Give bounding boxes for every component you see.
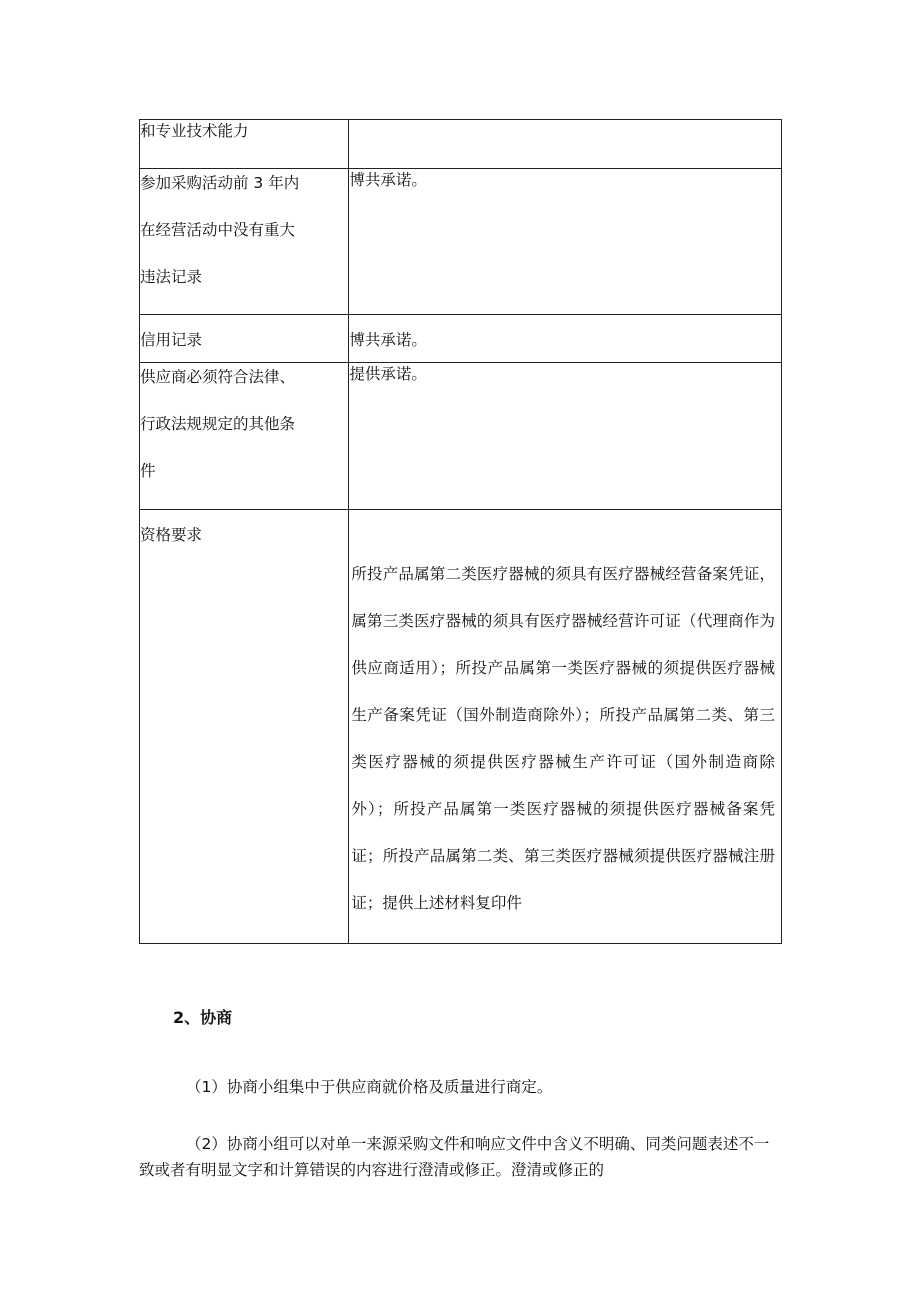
table-row bbox=[140, 315, 782, 363]
row-value-cell: 提供承诺。 bbox=[349, 363, 782, 510]
table-row bbox=[140, 510, 782, 944]
row-label-cell bbox=[140, 120, 349, 169]
row-label-cell bbox=[140, 169, 349, 315]
row-label-line: 参加采购活动前 3 年内 bbox=[140, 174, 300, 192]
table-row bbox=[140, 363, 782, 510]
row-label-line: 供应商必须符合法律、 bbox=[140, 368, 296, 386]
paragraph-2: （2）协商小组可以对单一来源采购文件和响应文件中含义不明确、同类问题表述不一致或者有明显文字和计算错误的内容进行澄清或修正。澄清或修正的 bbox=[139, 1135, 770, 1179]
row-label-line: 件 bbox=[140, 462, 156, 480]
row-value-cell: 博共承诺。 bbox=[349, 169, 782, 315]
row-label-cell bbox=[140, 510, 349, 944]
row-label-line: 资格要求 bbox=[140, 526, 203, 544]
row-label-line: 行政法规规定的其他条 bbox=[140, 415, 296, 433]
table-row bbox=[140, 120, 782, 169]
row-label-line: 信用记录 bbox=[140, 331, 203, 349]
row-label-line: 和专业技术能力 bbox=[140, 122, 249, 140]
row-value-cell bbox=[349, 120, 782, 169]
row-value-cell: 博共承诺。 bbox=[349, 315, 782, 363]
section-heading: 2、协商 bbox=[173, 1008, 233, 1027]
table-row bbox=[140, 169, 782, 315]
row-value-cell: 所投产品属第二类医疗器械的须具有医疗器械经营备案凭证，属第三类医疗器械的须具有医疗器械经营许可证（代理商作为供应商适用）；所投产品属第一类医疗器械的须提供医疗器械生产备案凭证（国外制造商除外）；所投产品属第二类、第三类医疗器械的须提供医疗器械生产许可证（国外制造商除外）；所投产品属第一类医疗器械的须提供医疗器械备案凭证；所投产品属第二类、第三类医疗器械须提供医疗器械注册证；提供上述材料复印件 bbox=[349, 510, 782, 944]
row-label-line: 在经营活动中没有重大 bbox=[140, 221, 296, 239]
paragraph-1: （1）协商小组集中于供应商就价格及质量进行商定。 bbox=[186, 1078, 553, 1096]
row-label-cell bbox=[140, 363, 349, 510]
row-label-cell bbox=[140, 315, 349, 363]
qualification-table bbox=[139, 119, 782, 944]
row-label-line: 违法记录 bbox=[140, 268, 203, 286]
